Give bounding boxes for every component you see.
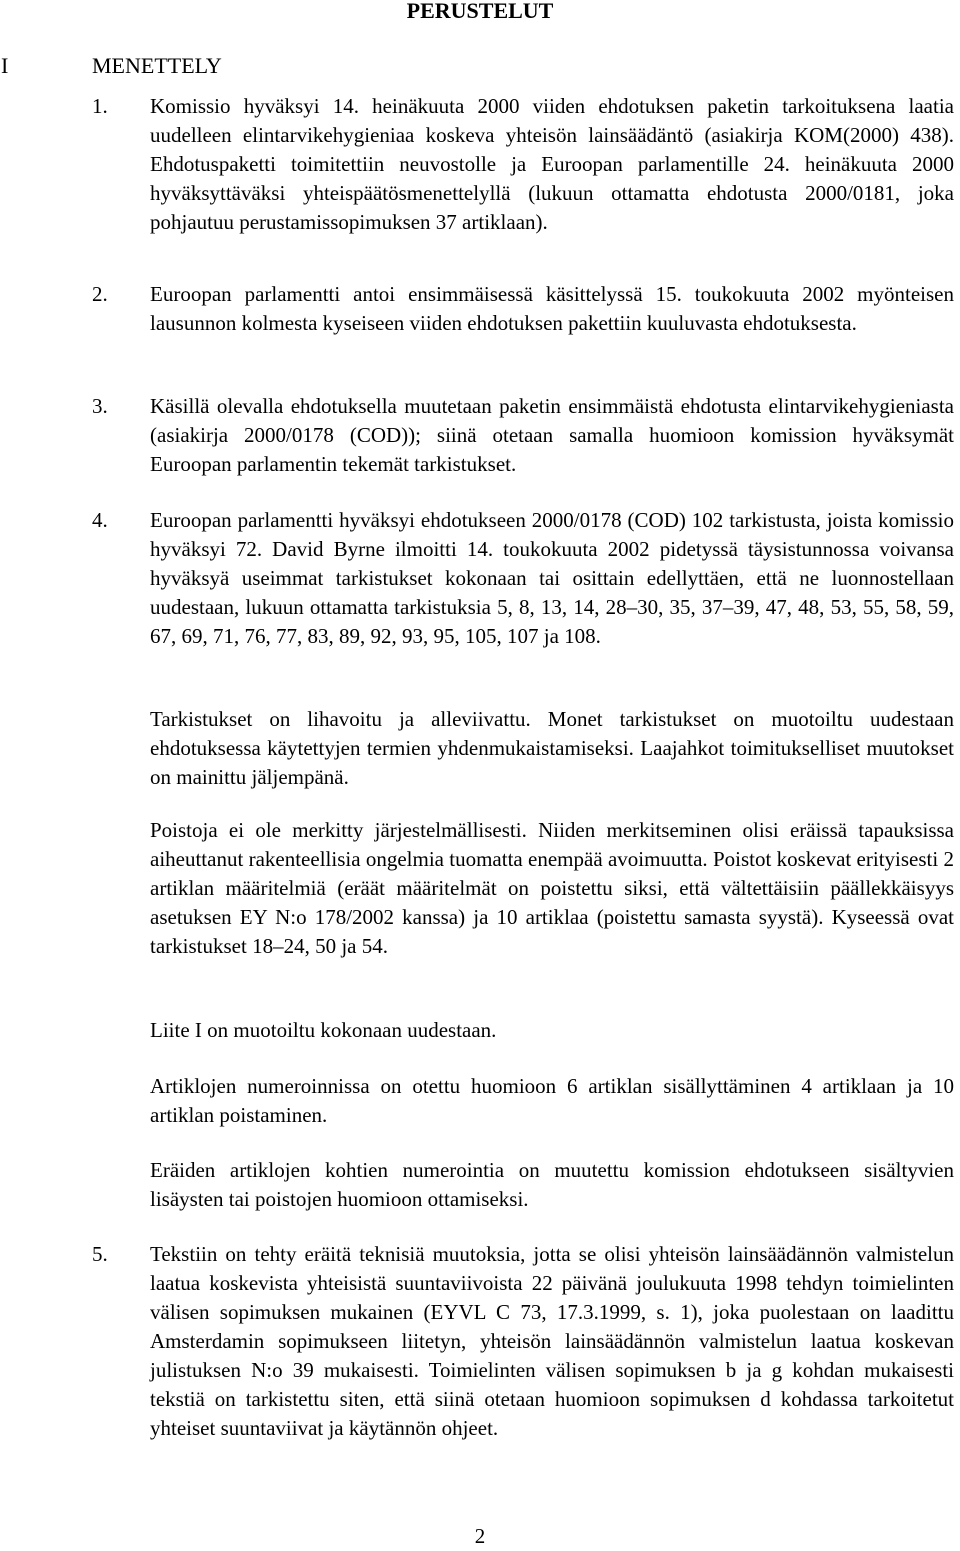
paragraph-number-5: 5.: [92, 1242, 108, 1266]
paragraph-number-4: 4.: [92, 508, 108, 532]
sub-paragraph-article-numbering: Artiklojen numeroinnissa on otettu huomioon 6 artiklan sisällyttäminen 4 artiklaan ja 10 artiklan poistaminen.: [150, 1074, 954, 1127]
paragraph-3: Käsillä olevalla ehdotuksella muutetaan paketin ensimmäistä ehdotusta elintarvikehygieniasta (asiakirja 2000/0178 (COD)); siinä otetaan samalla huomioon komission hyväksymät Euroopan parlamentin tekemät tarkistukset.: [150, 394, 954, 476]
section-title: MENETTELY: [92, 53, 222, 78]
paragraph-number-1: 1.: [92, 94, 108, 118]
sub-paragraph-deletions: Poistoja ei ole merkitty järjestelmällisesti. Niiden merkitseminen olisi eräissä tapauksissa aiheuttanut rakenteellisia ongelmia tuomatta enempää avoimuutta. Poistot koskevat erityisesti 2 artiklan määritelmiä (eräät määritelmät on poistettu siksi, että vältettäisiin päällekkäisyys asetuksen EY N:o 178/2002 kanssa) ja 10 artiklaa (poistettu samasta syystä). Kyseessä ovat tarkistukset 18–24, 50 ja 54.: [150, 818, 954, 958]
paragraph-5: Tekstiin on tehty eräitä teknisiä muutoksia, jotta se olisi yhteisön lainsäädännön valmistelun laatua koskevista yhteisistä suuntaviivoista 22 päivänä joulukuuta 1998 tehdyn toimielinten välisen sopimuksen mukainen (EYVL C 73, 17.3.1999, s. 1), joka puolestaan on laadittu Amsterdamin sopimukseen liitetyn, yhteisön lainsäädännön valmistelun laatua koskevan julistuksen N:o 39 mukaisesti. Toimielinten välisen sopimuksen b ja g kohdan mukaisesti tekstiä on tarkistettu siten, että siinä otetaan huomioon sopimuksen d kohdassa tarkoitetut yhteiset suuntaviivat ja käytännön ohjeet.: [150, 1242, 954, 1440]
sub-paragraph-point-numbering: Eräiden artiklojen kohtien numerointia on muutettu komission ehdotukseen sisältyvien lisäysten tai poistojen huomioon ottamiseksi.: [150, 1158, 954, 1211]
section-number: I: [1, 53, 9, 78]
page-heading: [0, 0, 960, 25]
paragraph-number-3: 3.: [92, 394, 108, 418]
page-heading-text: PERUSTELUT: [406, 0, 554, 23]
paragraph-1: Komissio hyväksyi 14. heinäkuuta 2000 viiden ehdotuksen paketin tarkoituksena laatia uudelleen elintarvikehygieniaa koskeva yhteisön lainsäädäntö (asiakirja KOM(2000) 438). Ehdotuspaketti toimitettiin neuvostolle ja Euroopan parlamentille 24. heinäkuuta 2000 hyväksyttäväksi yhteispäätösmenettelyllä (lukuun ottamatta ehdotusta 2000/0181, joka pohjautuu perustamissopimuksen 37 artiklaan).: [150, 94, 954, 234]
paragraph-number-2: 2.: [92, 282, 108, 306]
sub-paragraph-annex: Liite I on muotoiltu kokonaan uudestaan.: [150, 1018, 497, 1042]
page-number: 2: [474, 1524, 486, 1548]
sub-paragraph-amendments: Tarkistukset on lihavoitu ja alleviivattu. Monet tarkistukset on muotoiltu uudestaan ehdotuksessa käytettyjen termien yhdenmukaistamiseksi. Laajahkot toimitukselliset muutokset on mainittu jäljempänä.: [150, 707, 954, 789]
paragraph-2: Euroopan parlamentti antoi ensimmäisessä käsittelyssä 15. toukokuuta 2002 myönteisen lausunnon kolmesta kyseiseen viiden ehdotuksen pakettiin kuuluvasta ehdotuksesta.: [150, 282, 954, 335]
paragraph-4: Euroopan parlamentti hyväksyi ehdotukseen 2000/0178 (COD) 102 tarkistusta, joista komissio hyväksyi 72. David Byrne ilmoitti 14. toukokuuta 2002 pidetyssä täysistunnossa voivansa hyväksyä useimmat tarkistukset kokonaan tai osittain edellyttäen, että ne luonnostellaan uudestaan, lukuun ottamatta tarkistuksia 5, 8, 13, 14, 28–30, 35, 37–39, 47, 48, 53, 55, 58, 59, 67, 69, 71, 76, 77, 83, 89, 92, 93, 95, 105, 107 ja 108.: [150, 508, 954, 648]
